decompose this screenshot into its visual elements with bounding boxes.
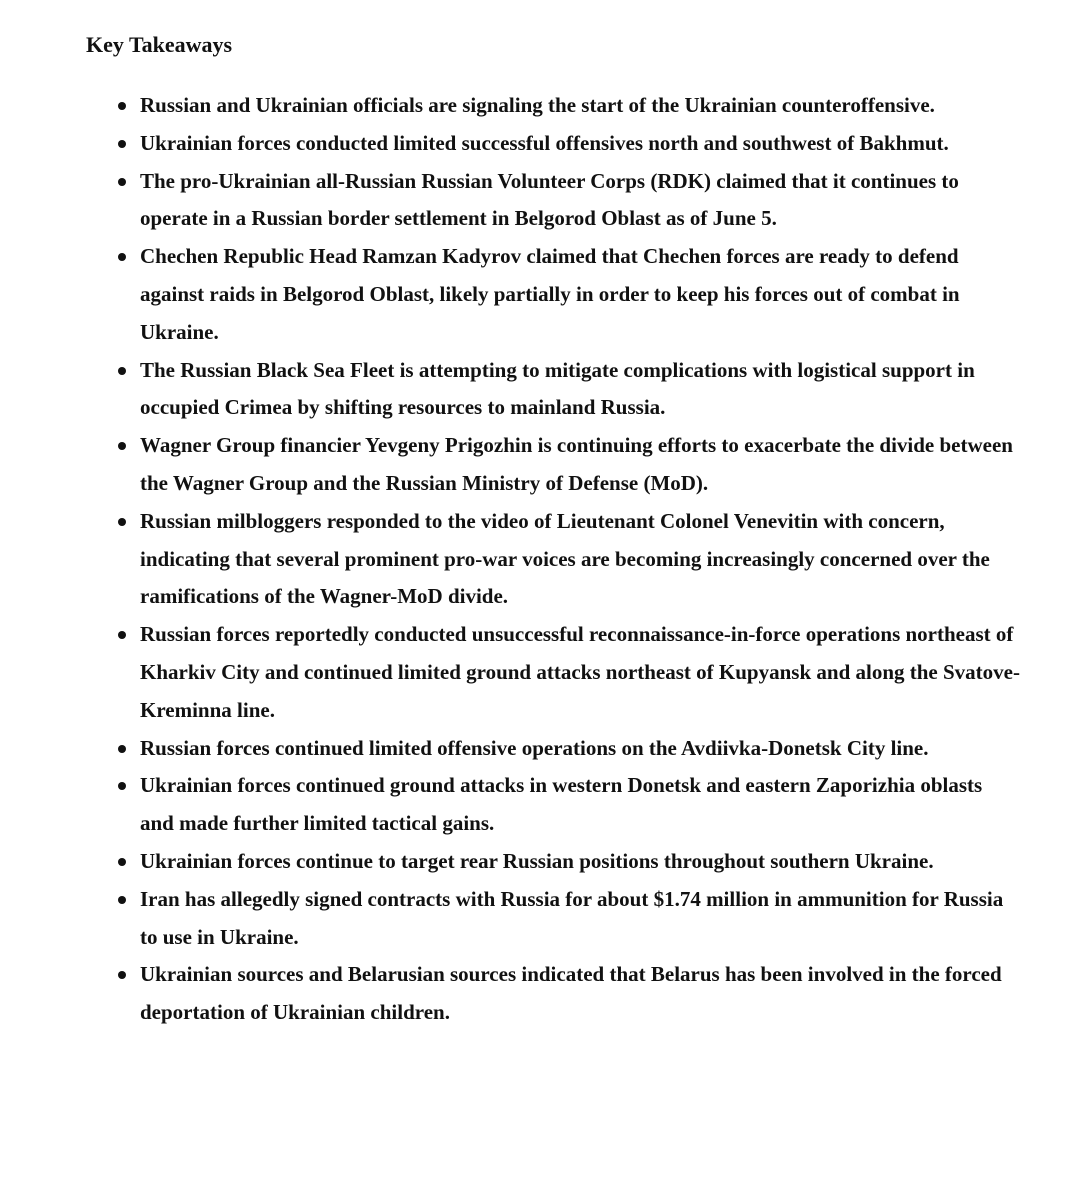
takeaway-item bbox=[140, 125, 1020, 163]
takeaway-text: The Russian Black Sea Fleet is attempting to mitigate complications with logistical support in occupied Crimea by shifting resources to mainland Russia. bbox=[140, 357, 975, 420]
bullet-icon bbox=[118, 631, 126, 639]
takeaway-text: Russian milbloggers responded to the video of Lieutenant Colonel Venevitin with concern, indicating that several prominent pro-war voices are becoming increasingly concerned over the ramifications of the Wagner-MoD divide. bbox=[140, 508, 990, 609]
bullet-icon bbox=[118, 858, 126, 866]
takeaway-item bbox=[140, 87, 1020, 125]
takeaway-item bbox=[140, 427, 1020, 503]
takeaway-text: Ukrainian forces continued ground attacks in western Donetsk and eastern Zaporizhia oblasts and made further limited tactical gains. bbox=[140, 773, 983, 836]
bullet-icon bbox=[118, 140, 126, 148]
bullet-icon bbox=[118, 782, 126, 790]
bullet-icon bbox=[118, 745, 126, 753]
takeaway-text: Russian forces reportedly conducted unsuccessful reconnaissance-in-force operations northeast of Kharkiv City and continued limited ground attacks northeast of Kupyansk and along the Svatove-Kreminna line. bbox=[140, 622, 1020, 722]
bullet-icon bbox=[118, 518, 126, 526]
takeaway-text: Russian forces continued limited offensive operations on the Avdiivka-Donetsk City line. bbox=[140, 735, 929, 760]
takeaway-item bbox=[140, 616, 1020, 729]
takeaway-item bbox=[140, 881, 1020, 957]
takeaway-text: Chechen Republic Head Ramzan Kadyrov claimed that Chechen forces are ready to defend against raids in Belgorod Oblast, likely partially in order to keep his forces out of combat in Ukraine. bbox=[140, 244, 960, 344]
takeaway-text: Iran has allegedly signed contracts with Russia for about $1.74 million in ammunition for Russia to use in Ukraine. bbox=[140, 886, 1004, 949]
takeaway-text: Ukrainian forces conducted limited successful offensives north and southwest of Bakhmut. bbox=[140, 130, 949, 155]
takeaway-item bbox=[140, 238, 1020, 351]
takeaway-item bbox=[140, 163, 1020, 239]
bullet-icon bbox=[118, 896, 126, 904]
takeaway-item bbox=[140, 730, 1020, 768]
bullet-icon bbox=[118, 102, 126, 110]
takeaway-item bbox=[140, 352, 1020, 428]
bullet-icon bbox=[118, 367, 126, 375]
takeaway-item bbox=[140, 956, 1020, 1032]
bullet-icon bbox=[118, 442, 126, 450]
bullet-icon bbox=[118, 253, 126, 261]
takeaway-text: Russian and Ukrainian officials are signaling the start of the Ukrainian counteroffensive. bbox=[140, 93, 935, 117]
takeaway-text: Ukrainian sources and Belarusian sources indicated that Belarus has been involved in the forced deportation of Ukrainian children. bbox=[140, 962, 1002, 1025]
page-title: Key Takeaways bbox=[86, 32, 233, 57]
bullet-icon bbox=[118, 178, 126, 186]
bullet-icon bbox=[118, 971, 126, 979]
takeaway-item bbox=[140, 767, 1020, 843]
takeaway-text: Ukrainian forces continue to target rear Russian positions throughout southern Ukraine. bbox=[140, 848, 934, 873]
takeaway-text: Wagner Group financier Yevgeny Prigozhin is continuing efforts to exacerbate the divide between the Wagner Group and the Russian Ministry of Defense (MoD). bbox=[140, 433, 1013, 495]
takeaways-list bbox=[140, 87, 1020, 1032]
takeaway-item bbox=[140, 503, 1020, 616]
takeaway-item bbox=[140, 843, 1020, 881]
takeaway-text: The pro-Ukrainian all-Russian Russian Volunteer Corps (RDK) claimed that it continues to operate in a Russian border settlement in Belgorod Oblast as of June 5. bbox=[140, 168, 959, 231]
